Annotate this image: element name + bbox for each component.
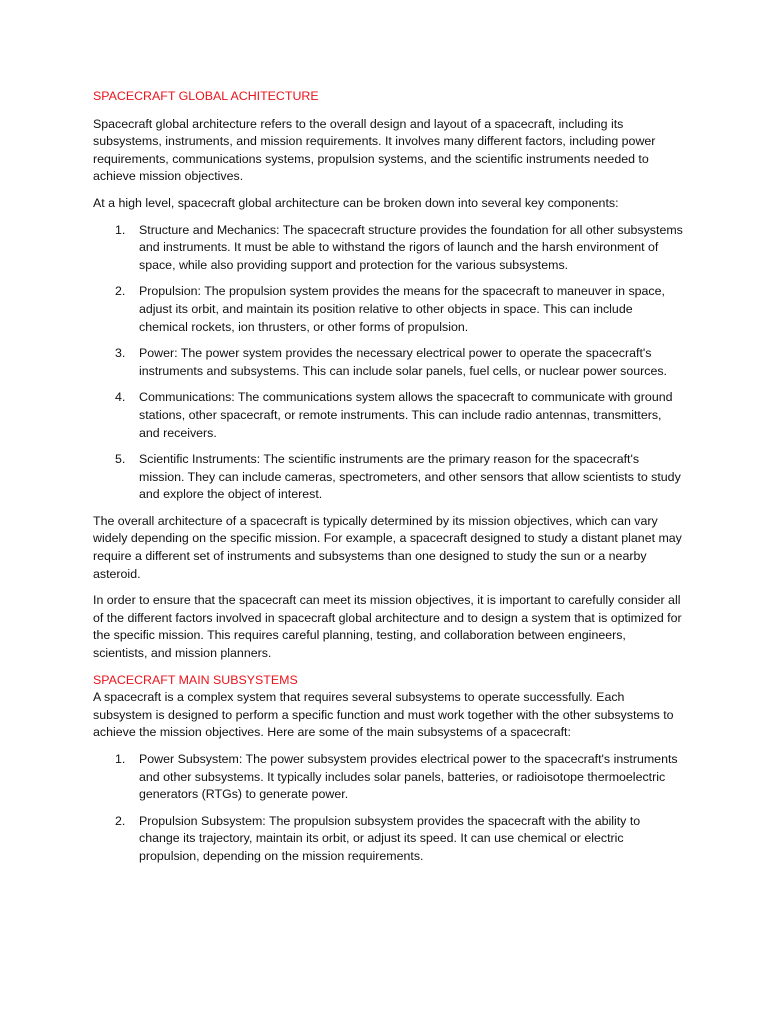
section-heading-global-architecture: SPACECRAFT GLOBAL ACHITECTURE bbox=[93, 89, 319, 103]
section-heading-main-subsystems: SPACECRAFT MAIN SUBSYSTEMS bbox=[93, 672, 298, 687]
document-page bbox=[93, 88, 683, 866]
list-item-text: Communications: The communications system allows the spacecraft to communicate with ground stations, other spacecraft, or remote instruments. This can include radio antennas, transmitters, and receivers. bbox=[139, 390, 673, 440]
list-item-text: Power: The power system provides the necessary electrical power to operate the spacecraft's instruments and subsystems. This can include solar panels, fuel cells, or nuclear power sources. bbox=[139, 346, 667, 378]
list-number: 2. bbox=[115, 813, 126, 828]
objectives-paragraph: In order to ensure that the spacecraft can meet its mission objectives, it is important to carefully consider all of the different factors involved in spacecraft global architecture and to design a system that is optimized for the specific mission. This requires careful planning, testing, and collaboration between engineers, scientists, and mission planners. bbox=[93, 593, 682, 661]
subsystems-intro-paragraph: A spacecraft is a complex system that requires several subsystems to operate successfully. Each subsystem is designed to perform a specific function and must work together with the other subsystems to achieve the mission objectives. Here are some of the main subsystems of a spacecraft: bbox=[93, 690, 674, 740]
list-number: 2. bbox=[115, 284, 126, 299]
list-item bbox=[93, 283, 683, 336]
list-number: 4. bbox=[115, 390, 126, 405]
subsystems-list bbox=[93, 751, 683, 866]
intro-paragraph: Spacecraft global architecture refers to the overall design and layout of a spacecraft, including its subsystems, instruments, and mission requirements. It involves many different factors, including power requirements, communications systems, propulsion systems, and the scientific instruments needed to achieve mission objectives. bbox=[93, 116, 656, 184]
list-number: 3. bbox=[115, 346, 126, 361]
list-number: 1. bbox=[115, 222, 126, 237]
list-item-text: Power Subsystem: The power subsystem provides electrical power to the spacecraft's instruments and other subsystems. It typically includes solar panels, batteries, or radioisotope thermoelectric generators (RTGs) to generate power. bbox=[139, 752, 678, 802]
key-components-list bbox=[93, 222, 683, 504]
architecture-paragraph: The overall architecture of a spacecraft is typically determined by its mission objectives, which can vary widely depending on the specific mission. For example, a spacecraft designed to study a distant planet may require a different set of instruments and subsystems than one designed to study the sun or a nearby asteroid. bbox=[93, 513, 682, 581]
list-item bbox=[93, 222, 683, 275]
lead-paragraph: At a high level, spacecraft global architecture can be broken down into several key components: bbox=[93, 195, 619, 210]
list-item bbox=[93, 813, 683, 866]
list-item bbox=[93, 451, 683, 504]
list-item-text: Structure and Mechanics: The spacecraft structure provides the foundation for all other subsystems and instruments. It must be able to withstand the rigors of launch and the harsh environment of space, while also providing support and protection for the various subsystems. bbox=[139, 222, 683, 272]
list-item-text: Propulsion Subsystem: The propulsion subsystem provides the spacecraft with the ability to change its trajectory, maintain its orbit, or adjust its speed. It can use chemical or electric propulsion, depending on the mission requirements. bbox=[139, 813, 641, 863]
list-item bbox=[93, 751, 683, 804]
list-item-text: Scientific Instruments: The scientific instruments are the primary reason for the spacecraft's mission. They can include cameras, spectrometers, and other sensors that allow scientists to study and explore the object of interest. bbox=[139, 452, 681, 502]
list-number: 5. bbox=[115, 452, 126, 467]
list-number: 1. bbox=[115, 752, 126, 766]
list-item bbox=[93, 389, 683, 442]
list-item bbox=[93, 345, 683, 380]
list-item-text: Propulsion: The propulsion system provides the means for the spacecraft to maneuver in space, adjust its orbit, and maintain its position relative to other objects in space. This can include chemical rockets, ion thrusters, or other forms of propulsion. bbox=[139, 284, 665, 334]
